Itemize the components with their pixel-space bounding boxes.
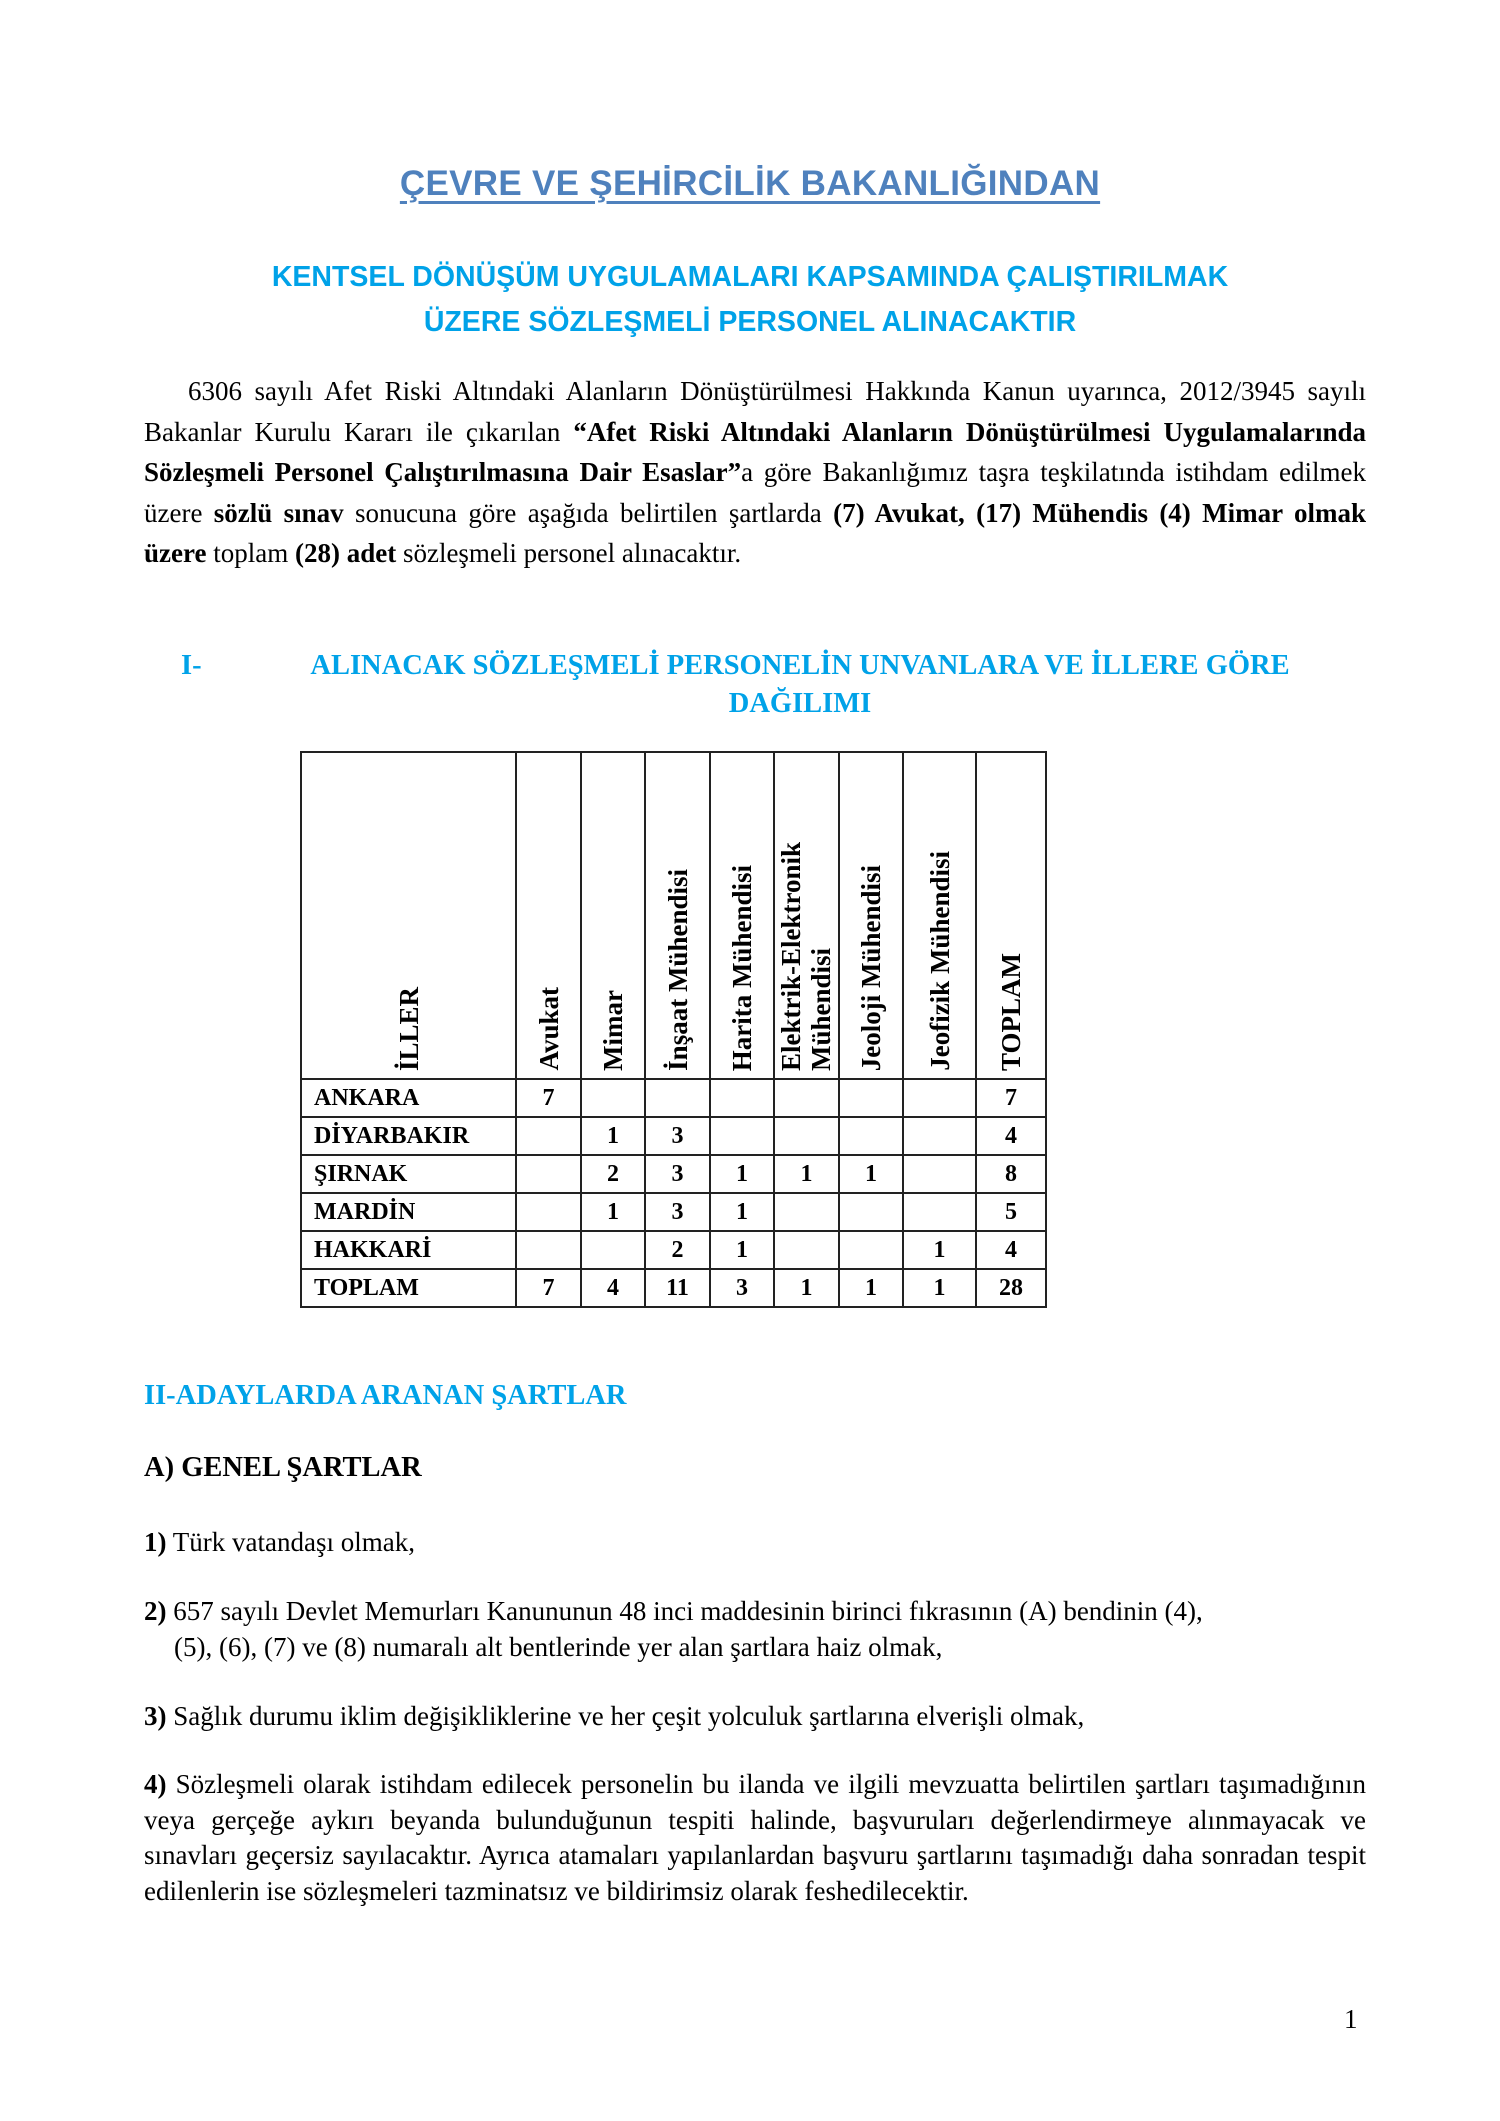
condition-number: 4): [144, 1769, 167, 1799]
table-cell: [710, 1079, 774, 1117]
header-insaat: İnşaat Mühendisi: [645, 752, 710, 1079]
row-province: TOPLAM: [301, 1269, 516, 1307]
row-province: HAKKARİ: [301, 1231, 516, 1269]
table-row: [301, 1117, 1046, 1155]
table-cell: 1: [774, 1269, 839, 1307]
table-cell: [645, 1079, 710, 1117]
subtitle-line-1: KENTSEL DÖNÜŞÜM UYGULAMALARI KAPSAMINDA ÇALIŞTIRILMAK: [271, 261, 1229, 293]
intro-text-3: sonucuna göre aşağıda belirtilen şartlarda: [343, 497, 834, 528]
condition-number: 3): [144, 1701, 167, 1731]
header-jeofizik: Jeofizik Mühendisi: [903, 752, 976, 1079]
intro-text-1: 6306 sayılı Afet Riski Altındaki Alanların Dönüştürülmesi Hakkında Kanun uyarınca, 2012/3945 sayılı Bakanlar Kurulu Kararı ile çıkarılan: [144, 376, 1366, 447]
header-total: TOPLAM: [976, 752, 1046, 1079]
table-cell: [516, 1155, 581, 1193]
table-cell: 7: [516, 1079, 581, 1117]
general-conditions-heading: A) GENEL ŞARTLAR: [144, 1452, 422, 1483]
table-cell: [903, 1193, 976, 1231]
table-cell: 4: [581, 1269, 645, 1307]
table-cell: 3: [645, 1193, 710, 1231]
table-cell: [516, 1117, 581, 1155]
intro-text-4: toplam: [206, 538, 295, 568]
section-1-number: I-: [181, 650, 202, 681]
table-cell: [839, 1231, 903, 1269]
table-cell: [516, 1193, 581, 1231]
table-cell: 1: [710, 1193, 774, 1231]
condition-item-2: [144, 1593, 1366, 1665]
intro-paragraph: [144, 371, 1366, 574]
page-number: 1: [1344, 2004, 1358, 2034]
row-province: ŞIRNAK: [301, 1155, 516, 1193]
table-row: [301, 1231, 1046, 1269]
table-cell: 1: [839, 1155, 903, 1193]
table-cell: 7: [516, 1269, 581, 1307]
distribution-table: [300, 751, 1047, 1308]
table-cell: [516, 1231, 581, 1269]
table-cell: [581, 1231, 645, 1269]
intro-bold-exam: sözlü sınav: [213, 497, 344, 528]
table-cell: 28: [976, 1269, 1046, 1307]
header-provinces: İLLER: [301, 752, 516, 1079]
table-cell: [774, 1117, 839, 1155]
condition-text: Sözleşmeli olarak istihdam edilecek personelin bu ilanda ve ilgili mevzuatta belirtilen şartları taşımadığının veya gerçeğe aykırı beyanda bulunduğunun tespiti halinde, başvuruları değerlendirmeye alınmayacak ve sınavları geçersiz sayılacaktır. Ayrıca atamaları yapılanlardan başvuru şartlarını taşımadığı daha sonradan tespit edilenlerin ise sözleşmeleri tazminatsız ve bildirimsiz olarak feshedilecektir.: [144, 1769, 1366, 1906]
row-province: MARDİN: [301, 1193, 516, 1231]
condition-number: 2): [144, 1596, 167, 1626]
condition-number: 1): [144, 1527, 167, 1557]
table-cell: 2: [581, 1155, 645, 1193]
document-subtitle: [0, 255, 1500, 345]
table-cell: [581, 1079, 645, 1117]
section-1-title: ALINACAK SÖZLEŞMELİ PERSONELİN UNVANLARA VE İLLERE GÖRE DAĞILIMI: [310, 650, 1290, 719]
table-cell: 1: [581, 1193, 645, 1231]
table-cell: 2: [645, 1231, 710, 1269]
table-cell: [903, 1079, 976, 1117]
table-cell: 3: [645, 1155, 710, 1193]
table-cell: 8: [976, 1155, 1046, 1193]
table-cell: [903, 1117, 976, 1155]
table-cell: 1: [903, 1269, 976, 1307]
table-cell: 1: [710, 1231, 774, 1269]
table-cell: [774, 1079, 839, 1117]
table-cell: 3: [645, 1117, 710, 1155]
intro-text-2: a göre Bakanlığımız taşra teşkilatında istihdam edilmek üzere: [144, 457, 1366, 528]
header-elektrik: Elektrik-Elektronik Mühendisi: [774, 752, 839, 1079]
subtitle-line-2: ÜZERE SÖZLEŞMELİ PERSONEL ALINACAKTIR: [423, 306, 1077, 338]
table-cell: 1: [710, 1155, 774, 1193]
table-row: [301, 1079, 1046, 1117]
condition-item-1: [144, 1524, 1366, 1560]
condition-text: Sağlık durumu iklim değişikliklerine ve her çeşit yolculuk şartlarına elverişli olmak,: [166, 1701, 1085, 1731]
intro-bold-positions: (7) Avukat, (17) Mühendis (4) Mimar olmak üzere: [144, 497, 1366, 568]
title-text: ÇEVRE VE ŞEHİRCİLİK BAKANLIĞINDAN: [399, 164, 1101, 203]
document-title: [0, 164, 1500, 204]
condition-text-line-1: 657 sayılı Devlet Memurları Kanununun 48 inci maddesinin birinci fıkrasının (A) bendinin (4),: [166, 1596, 1203, 1626]
condition-item-4: [144, 1767, 1366, 1909]
condition-text: Türk vatandaşı olmak,: [166, 1527, 415, 1557]
table-cell: 1: [581, 1117, 645, 1155]
table-row: [301, 1193, 1046, 1231]
row-province: DİYARBAKIR: [301, 1117, 516, 1155]
table-cell: 5: [976, 1193, 1046, 1231]
table-cell: 1: [839, 1269, 903, 1307]
table-cell: [839, 1193, 903, 1231]
table-cell: 7: [976, 1079, 1046, 1117]
table-cell: [839, 1117, 903, 1155]
table-cell: 4: [976, 1117, 1046, 1155]
table-cell: [903, 1155, 976, 1193]
table-cell: [839, 1079, 903, 1117]
intro-bold-total: (28) adet: [294, 538, 397, 568]
header-jeoloji: Jeoloji Mühendisi: [839, 752, 903, 1079]
table-cell: 1: [774, 1155, 839, 1193]
condition-text-line-2: (5), (6), (7) ve (8) numaralı alt bentlerinde yer alan şartlara haiz olmak,: [174, 1632, 943, 1662]
table-cell: 1: [903, 1231, 976, 1269]
header-mimar: Mimar: [581, 752, 645, 1079]
table-cell: 11: [645, 1269, 710, 1307]
table-row: [301, 1155, 1046, 1193]
header-avukat: Avukat: [516, 752, 581, 1079]
header-harita: Harita Mühendisi: [710, 752, 774, 1079]
table-total-row: [301, 1269, 1046, 1307]
intro-bold-regulation: “Afet Riski Altındaki Alanların Dönüştürülmesi Uygulamalarında Sözleşmeli Personel Çalıştırılmasına Dair Esaslar”: [144, 416, 1366, 487]
table-cell: 3: [710, 1269, 774, 1307]
table-cell: [774, 1231, 839, 1269]
table-cell: [774, 1193, 839, 1231]
table-cell: 4: [976, 1231, 1046, 1269]
section-2-heading: II-ADAYLARDA ARANAN ŞARTLAR: [144, 1380, 627, 1411]
condition-item-3: [144, 1698, 1366, 1734]
intro-text-5: sözleşmeli personel alınacaktır.: [396, 538, 742, 568]
table-cell: [710, 1117, 774, 1155]
row-province: ANKARA: [301, 1079, 516, 1117]
table-header-row: [301, 752, 1046, 1079]
